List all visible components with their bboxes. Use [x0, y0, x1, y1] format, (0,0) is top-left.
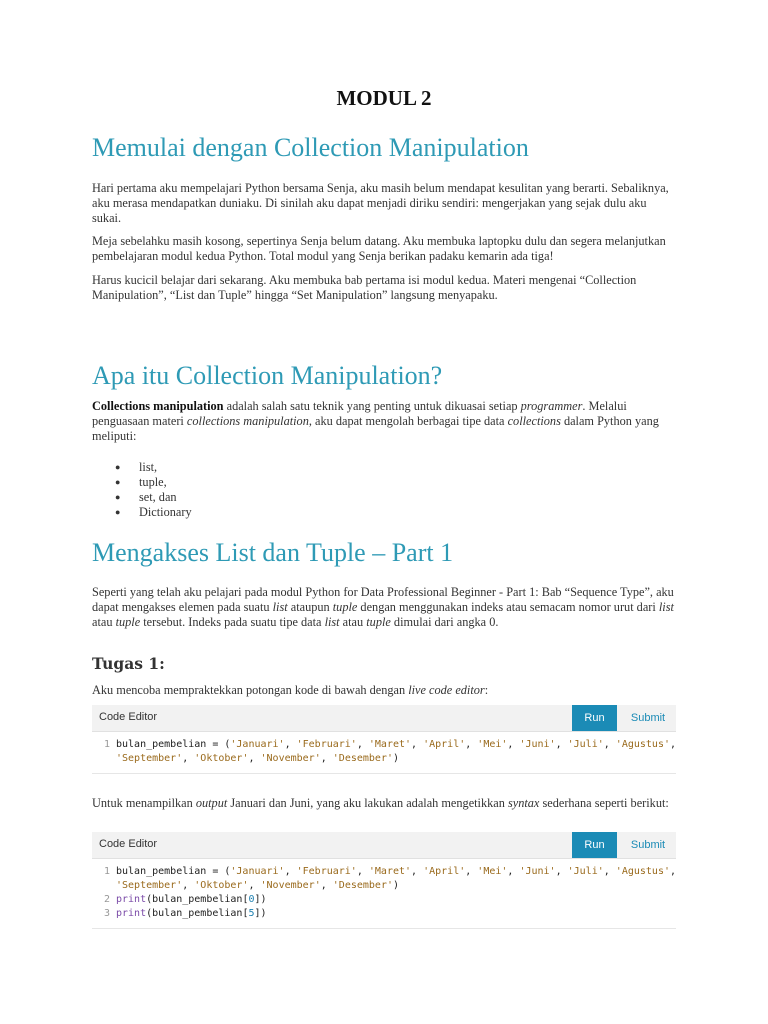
italic-tuple: tuple	[366, 614, 391, 629]
text-span: Untuk menampilkan	[92, 796, 196, 810]
code-string: 'Juni'	[519, 866, 556, 877]
italic-live-code-editor: live code editor	[408, 683, 485, 697]
code-token: ,	[465, 739, 478, 750]
code-editor-header	[92, 832, 676, 859]
submit-button[interactable]: Submit	[630, 839, 666, 851]
code-token: ,	[507, 866, 520, 877]
code-string: 'Desember'	[332, 753, 393, 764]
code-editor-2	[92, 832, 676, 929]
list-item-label: tuple,	[139, 475, 167, 489]
code-token: ,	[411, 866, 424, 877]
code-token: ,	[182, 753, 195, 764]
code-text	[116, 865, 676, 879]
italic-list: list	[658, 599, 674, 614]
bullet-icon: ●	[115, 477, 121, 487]
italic-programmer: programmer	[520, 399, 583, 413]
code-token: ,	[603, 739, 616, 750]
text-span: , aku dapat mengolah berbagai tipe data	[308, 413, 508, 428]
text-span: atau	[92, 614, 116, 629]
code-string: 'November'	[260, 880, 321, 891]
code-string: 'Desember'	[332, 880, 393, 891]
code-text	[116, 893, 267, 907]
text-span: Seperti yang telah aku pelajari pada modul Python for Data Professional Beginner - Part 1: Bab “Sequence Type”, aku dapat mengakses elemen pada suatu	[92, 585, 674, 614]
text-span: dengan menggunakan indeks atau semacam nomor urut dari	[357, 599, 659, 614]
code-string: 'Oktober'	[194, 880, 249, 891]
italic-list: list	[272, 599, 288, 614]
paragraph-task-intro	[92, 683, 676, 698]
code-line	[92, 893, 676, 907]
code-editor-body[interactable]	[92, 732, 676, 774]
text-span: :	[484, 683, 489, 697]
code-token: ,	[555, 866, 568, 877]
code-string: 'Mei'	[477, 739, 508, 750]
code-string: 'April'	[423, 866, 466, 877]
code-token: ,	[603, 866, 616, 877]
text-span: dimulai dari angka 0.	[390, 614, 499, 629]
code-text	[116, 752, 399, 766]
run-button[interactable]: Run	[572, 832, 617, 858]
code-token: ,	[465, 866, 478, 877]
code-token: ,	[507, 739, 520, 750]
section-heading-list-tuple: Mengakses List dan Tuple – Part 1	[92, 538, 454, 567]
line-number	[92, 752, 116, 766]
list-item	[92, 505, 192, 520]
code-token: (bulan_pembelian[	[146, 894, 249, 905]
run-button[interactable]: Run	[572, 705, 617, 731]
code-token: ,	[555, 739, 568, 750]
italic-output: output	[195, 796, 228, 810]
section-heading-what-is-collection: Apa itu Collection Manipulation?	[92, 361, 443, 390]
italic-syntax: syntax	[507, 796, 540, 810]
italic-collections-manipulation: collections manipulation	[186, 413, 309, 428]
paragraph-collections-definition	[92, 399, 676, 443]
text-span: ataupun	[287, 599, 333, 614]
term-collections-manipulation: Collections manipulation	[92, 399, 224, 413]
code-token: ,	[182, 880, 195, 891]
code-token: bulan_pembelian = (	[116, 866, 231, 877]
code-editor-1	[92, 705, 676, 774]
code-string: 'Januari'	[230, 866, 285, 877]
code-token: )	[393, 880, 400, 891]
collection-types-list	[92, 460, 192, 520]
code-string: 'Maret'	[368, 866, 412, 877]
code-token: )	[393, 753, 400, 764]
bullet-icon: ●	[115, 492, 121, 502]
code-string: 'Juni'	[519, 739, 556, 750]
text-span: Aku mencoba mempraktekkan potongan kode di bawah dengan	[92, 683, 409, 697]
bullet-icon: ●	[115, 507, 121, 517]
paragraph-intro-1: Hari pertama aku mempelajari Python bersama Senja, aku masih belum mendapat kesulitan yang berarti. Sebaliknya, aku merasa mendapatkan duniaku. Di sinilah aku dapat menjadi diriku sendiri: mengerjakan yang sejak dulu aku sukai.	[92, 181, 669, 225]
task-heading: Tugas 1:	[92, 654, 165, 673]
code-token: ,	[284, 739, 297, 750]
list-item	[92, 460, 192, 475]
code-string: 'September'	[116, 880, 183, 891]
line-number: 2	[103, 894, 110, 905]
text-span: adalah salah satu teknik yang penting untuk dikuasai setiap	[223, 399, 521, 413]
code-token: ])	[254, 894, 267, 905]
code-token: ,	[669, 866, 677, 877]
list-item	[92, 490, 192, 505]
code-token: (bulan_pembelian[	[146, 908, 249, 919]
code-token: ,	[356, 866, 369, 877]
line-number: 3	[103, 908, 110, 919]
line-number: 1	[103, 866, 110, 877]
list-item	[92, 475, 192, 490]
paragraph-intro-3: Harus kucicil belajar dari sekarang. Aku membuka bab pertama isi modul kedua. Materi mengenai “Collection Manipulation”, “List dan Tuple” hingga “Set Manipulation” langsung menyapaku.	[92, 273, 637, 302]
code-string: 'September'	[116, 753, 183, 764]
section-heading-collection-manipulation: Memulai dengan Collection Manipulation	[92, 133, 529, 162]
code-token: ,	[320, 753, 333, 764]
code-text	[116, 907, 267, 921]
text-span: . Melalui penguasaan materi	[92, 399, 627, 428]
code-token: ,	[411, 739, 424, 750]
code-editor-header	[92, 705, 676, 732]
code-editor-body[interactable]	[92, 859, 676, 929]
code-token: ,	[669, 739, 677, 750]
code-string: 'Juli'	[567, 866, 604, 877]
italic-collections: collections	[507, 413, 561, 428]
text-span: dalam Python yang meliputi:	[92, 413, 659, 443]
code-string: 'Februari'	[296, 739, 357, 750]
code-string: 'Februari'	[296, 866, 357, 877]
italic-list: list	[324, 614, 340, 629]
paragraph-intro-2: Meja sebelahku masih kosong, sepertinya Senja belum datang. Aku membuka laptopku dulu dan segera melanjutkan pembelajaran modul kedua Python. Total modul yang Senja berikan padaku kemarin ada tiga!	[92, 234, 666, 263]
code-string: 'Maret'	[368, 739, 412, 750]
code-number: 5	[248, 908, 255, 919]
code-token: ,	[248, 753, 261, 764]
code-string: 'Oktober'	[194, 753, 249, 764]
code-token: ,	[356, 739, 369, 750]
list-item-label: Dictionary	[139, 505, 192, 519]
italic-tuple: tuple	[115, 614, 141, 629]
code-line	[92, 865, 676, 879]
line-number	[92, 879, 116, 893]
code-editor-title: Code Editor	[99, 711, 158, 723]
code-string: 'Januari'	[230, 739, 285, 750]
code-editor-title: Code Editor	[99, 838, 158, 850]
code-number: 0	[248, 894, 255, 905]
code-keyword: print	[116, 908, 147, 919]
code-string: 'Agustus'	[615, 739, 670, 750]
code-token: ,	[248, 880, 261, 891]
code-line	[92, 738, 676, 752]
code-token: ])	[254, 908, 267, 919]
code-string: 'Mei'	[477, 866, 508, 877]
code-text	[116, 738, 676, 752]
bullet-icon: ●	[115, 462, 121, 472]
code-string: 'November'	[260, 753, 321, 764]
submit-button[interactable]: Submit	[630, 712, 666, 724]
code-keyword: print	[116, 894, 147, 905]
text-span: tersebut. Indeks pada suatu tipe data	[140, 614, 325, 629]
module-title: MODUL 2	[336, 86, 432, 110]
code-text	[116, 879, 399, 893]
code-token: bulan_pembelian = (	[116, 739, 231, 750]
code-string: 'April'	[423, 739, 466, 750]
text-span: atau	[339, 614, 367, 629]
paragraph-output-intro	[92, 796, 676, 811]
text-span: Januari dan Juni, yang aku lakukan adalah mengetikkan	[227, 796, 508, 810]
code-string: 'Agustus'	[615, 866, 670, 877]
code-string: 'Juli'	[567, 739, 604, 750]
italic-tuple: tuple	[332, 599, 358, 614]
code-token: ,	[320, 880, 333, 891]
list-item-label: set, dan	[139, 490, 177, 504]
paragraph-list-tuple	[92, 585, 676, 629]
code-line	[92, 907, 676, 921]
list-item-label: list,	[139, 460, 158, 474]
line-number: 1	[103, 739, 110, 750]
code-token: ,	[284, 866, 297, 877]
code-line	[92, 879, 676, 893]
code-line	[92, 752, 676, 766]
text-span: sederhana seperti berikut:	[539, 796, 669, 810]
